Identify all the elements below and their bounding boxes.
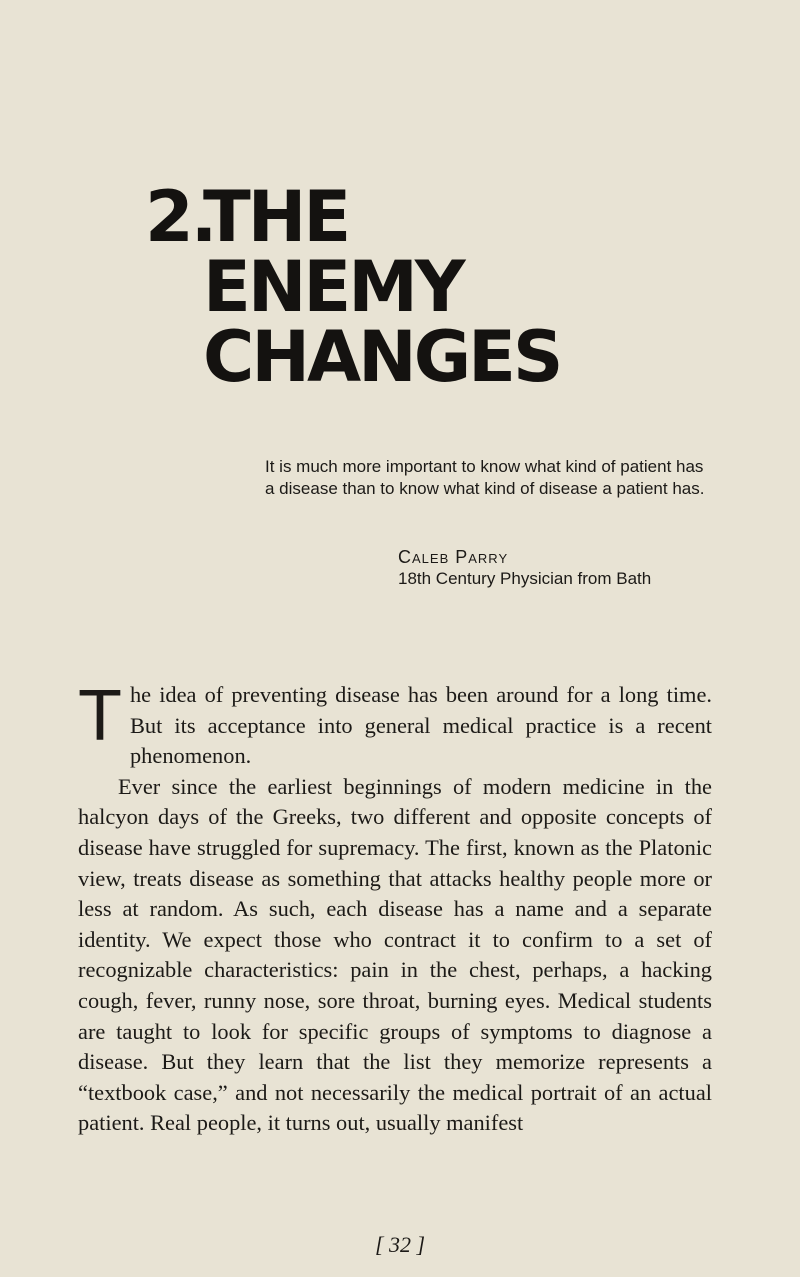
epigraph-attribution	[398, 546, 728, 590]
paragraph-1	[78, 676, 712, 772]
epigraph-author: Caleb Parry	[398, 547, 509, 567]
epigraph-quote: It is much more important to know what kind of patient has a disease than to know what kind of disease a patient has.	[265, 457, 705, 498]
body-text	[78, 676, 712, 1139]
drop-cap: T	[78, 676, 122, 756]
epigraph-author-description: 18th Century Physician from Bath	[398, 569, 652, 588]
page-number: [ 32 ]	[374, 1232, 426, 1257]
chapter-title-line-1	[145, 176, 560, 258]
chapter-title	[145, 176, 561, 398]
chapter-title-line-2: ENEMY	[203, 246, 463, 328]
paragraph-2: Ever since the earliest beginnings of modern medicine in the halcyon days of the Greeks, two different and opposite concepts of disease have struggled for supremacy. The first, known as the Platonic view, treats disease as something that attacks healthy people more or less at random. As such, each disease has a name and a separate identity. We expect those who contract it to confirm to a set of recognizable characteristics: pain in the chest, perhaps, a hacking cough, fever, runny nose, sore throat, burning eyes. Medical students are taught to look for specific groups of symptoms to diagnose a disease. But they learn that the list they memorize represents a “textbook case,” and not necessarily the medical portrait of an actual patient. Real people, it turns out, usually manifest	[78, 773, 712, 1136]
chapter-title-line-3: CHANGES	[203, 316, 561, 398]
chapter-title-word-1: THE	[203, 176, 349, 258]
chapter-number: 2.	[145, 176, 215, 258]
paragraph-1-text: he idea of preventing disease has been around for a long time. But its acceptance into general medical practice is a recent phenomenon.	[129, 682, 712, 769]
